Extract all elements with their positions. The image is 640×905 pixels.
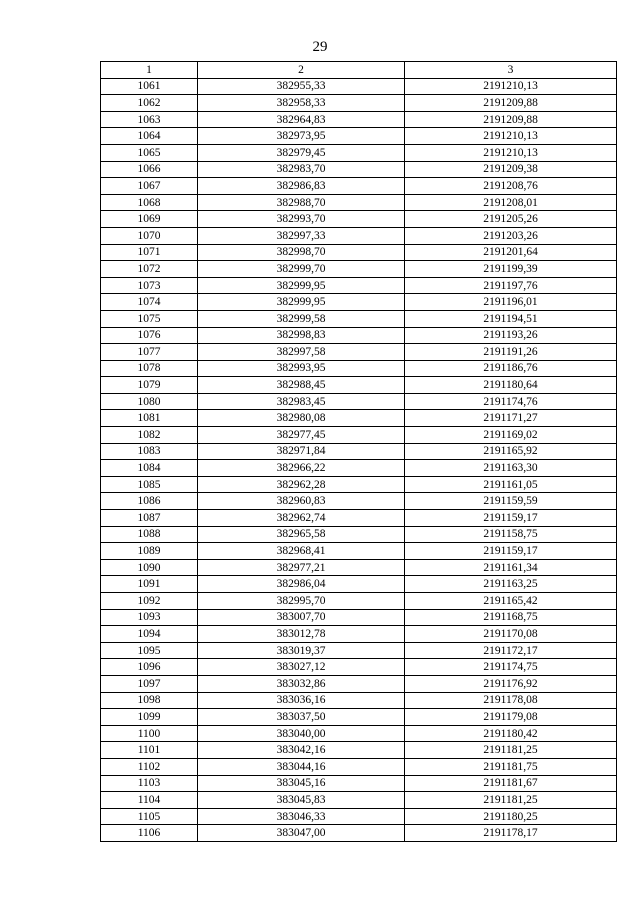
point-number-cell: 1076 [101, 327, 198, 344]
x-coordinate-cell: 383036,16 [198, 692, 405, 709]
point-number-cell: 1099 [101, 709, 198, 726]
y-coordinate-cell: 2191159,59 [405, 493, 617, 510]
table-row [101, 808, 617, 825]
point-number-cell: 1069 [101, 211, 198, 228]
table-row [101, 344, 617, 361]
point-number-cell: 1066 [101, 161, 198, 178]
x-coordinate-cell: 382998,83 [198, 327, 405, 344]
y-coordinate-cell: 2191178,08 [405, 692, 617, 709]
y-coordinate-cell: 2191197,76 [405, 277, 617, 294]
table-row [101, 642, 617, 659]
y-coordinate-cell: 2191170,08 [405, 626, 617, 643]
y-coordinate-cell: 2191210,13 [405, 128, 617, 145]
table-row [101, 593, 617, 610]
table-row [101, 161, 617, 178]
table-row [101, 526, 617, 543]
x-coordinate-cell: 382993,70 [198, 211, 405, 228]
point-number-cell: 1104 [101, 792, 198, 809]
table-row [101, 128, 617, 145]
table-row [101, 78, 617, 95]
point-number-cell: 1098 [101, 692, 198, 709]
x-coordinate-cell: 382983,45 [198, 393, 405, 410]
x-coordinate-cell: 382993,95 [198, 360, 405, 377]
point-number-cell: 1067 [101, 178, 198, 195]
table-row [101, 194, 617, 211]
point-number-cell: 1071 [101, 244, 198, 261]
table-row [101, 443, 617, 460]
table-row [101, 709, 617, 726]
table-body [101, 78, 617, 841]
point-number-cell: 1085 [101, 476, 198, 493]
y-coordinate-cell: 2191181,25 [405, 742, 617, 759]
column-header-3: 3 [405, 62, 617, 79]
x-coordinate-cell: 382983,70 [198, 161, 405, 178]
table-row [101, 95, 617, 112]
point-number-cell: 1102 [101, 758, 198, 775]
x-coordinate-cell: 382988,45 [198, 377, 405, 394]
x-coordinate-cell: 382977,21 [198, 559, 405, 576]
x-coordinate-cell: 382997,33 [198, 227, 405, 244]
table-row [101, 510, 617, 527]
x-coordinate-cell: 382966,22 [198, 460, 405, 477]
point-number-cell: 1065 [101, 144, 198, 161]
point-number-cell: 1082 [101, 427, 198, 444]
point-number-cell: 1083 [101, 443, 198, 460]
x-coordinate-cell: 382997,58 [198, 344, 405, 361]
point-number-cell: 1072 [101, 261, 198, 278]
x-coordinate-cell: 382964,83 [198, 111, 405, 128]
table-row [101, 725, 617, 742]
x-coordinate-cell: 383012,78 [198, 626, 405, 643]
table-row [101, 393, 617, 410]
point-number-cell: 1074 [101, 294, 198, 311]
point-number-cell: 1075 [101, 310, 198, 327]
y-coordinate-cell: 2191180,64 [405, 377, 617, 394]
y-coordinate-cell: 2191161,05 [405, 476, 617, 493]
point-number-cell: 1097 [101, 675, 198, 692]
table-row [101, 211, 617, 228]
x-coordinate-cell: 383045,83 [198, 792, 405, 809]
point-number-cell: 1086 [101, 493, 198, 510]
table-row [101, 427, 617, 444]
y-coordinate-cell: 2191159,17 [405, 510, 617, 527]
table-row [101, 111, 617, 128]
point-number-cell: 1078 [101, 360, 198, 377]
table-row [101, 675, 617, 692]
table-row [101, 327, 617, 344]
x-coordinate-cell: 382999,95 [198, 294, 405, 311]
point-number-cell: 1073 [101, 277, 198, 294]
table-row [101, 692, 617, 709]
y-coordinate-cell: 2191176,92 [405, 675, 617, 692]
table-row [101, 410, 617, 427]
point-number-cell: 1101 [101, 742, 198, 759]
y-coordinate-cell: 2191194,51 [405, 310, 617, 327]
x-coordinate-cell: 382960,83 [198, 493, 405, 510]
y-coordinate-cell: 2191174,75 [405, 659, 617, 676]
x-coordinate-cell: 383040,00 [198, 725, 405, 742]
y-coordinate-cell: 2191159,17 [405, 543, 617, 560]
x-coordinate-cell: 382999,58 [198, 310, 405, 327]
table-row [101, 277, 617, 294]
point-number-cell: 1064 [101, 128, 198, 145]
table-row [101, 144, 617, 161]
table-row [101, 659, 617, 676]
y-coordinate-cell: 2191199,39 [405, 261, 617, 278]
x-coordinate-cell: 382998,70 [198, 244, 405, 261]
point-number-cell: 1084 [101, 460, 198, 477]
y-coordinate-cell: 2191181,25 [405, 792, 617, 809]
x-coordinate-cell: 383037,50 [198, 709, 405, 726]
x-coordinate-cell: 382973,95 [198, 128, 405, 145]
coordinates-table [100, 61, 617, 842]
y-coordinate-cell: 2191209,88 [405, 111, 617, 128]
column-header-1: 1 [101, 62, 198, 79]
point-number-cell: 1092 [101, 593, 198, 610]
x-coordinate-cell: 383019,37 [198, 642, 405, 659]
x-coordinate-cell: 383045,16 [198, 775, 405, 792]
x-coordinate-cell: 382999,70 [198, 261, 405, 278]
y-coordinate-cell: 2191165,42 [405, 593, 617, 610]
y-coordinate-cell: 2191191,26 [405, 344, 617, 361]
y-coordinate-cell: 2191203,26 [405, 227, 617, 244]
x-coordinate-cell: 382962,74 [198, 510, 405, 527]
point-number-cell: 1081 [101, 410, 198, 427]
x-coordinate-cell: 382965,58 [198, 526, 405, 543]
y-coordinate-cell: 2191193,26 [405, 327, 617, 344]
table-row [101, 576, 617, 593]
point-number-cell: 1087 [101, 510, 198, 527]
table-row [101, 310, 617, 327]
x-coordinate-cell: 382986,04 [198, 576, 405, 593]
point-number-cell: 1091 [101, 576, 198, 593]
x-coordinate-cell: 383044,16 [198, 758, 405, 775]
point-number-cell: 1105 [101, 808, 198, 825]
y-coordinate-cell: 2191163,30 [405, 460, 617, 477]
table-row [101, 476, 617, 493]
y-coordinate-cell: 2191163,25 [405, 576, 617, 593]
point-number-cell: 1077 [101, 344, 198, 361]
x-coordinate-cell: 382977,45 [198, 427, 405, 444]
table-row [101, 825, 617, 842]
y-coordinate-cell: 2191186,76 [405, 360, 617, 377]
y-coordinate-cell: 2191209,38 [405, 161, 617, 178]
page-number: 29 [312, 39, 328, 55]
table-row [101, 460, 617, 477]
table-row [101, 742, 617, 759]
y-coordinate-cell: 2191178,17 [405, 825, 617, 842]
y-coordinate-cell: 2191210,13 [405, 78, 617, 95]
y-coordinate-cell: 2191208,76 [405, 178, 617, 195]
table-header-row [101, 62, 617, 79]
table-row [101, 227, 617, 244]
x-coordinate-cell: 383027,12 [198, 659, 405, 676]
table-row [101, 758, 617, 775]
point-number-cell: 1090 [101, 559, 198, 576]
x-coordinate-cell: 383046,33 [198, 808, 405, 825]
point-number-cell: 1079 [101, 377, 198, 394]
y-coordinate-cell: 2191172,17 [405, 642, 617, 659]
table-row [101, 294, 617, 311]
x-coordinate-cell: 383032,86 [198, 675, 405, 692]
table-row [101, 244, 617, 261]
table-row [101, 360, 617, 377]
point-number-cell: 1088 [101, 526, 198, 543]
point-number-cell: 1106 [101, 825, 198, 842]
x-coordinate-cell: 382955,33 [198, 78, 405, 95]
x-coordinate-cell: 383042,16 [198, 742, 405, 759]
point-number-cell: 1068 [101, 194, 198, 211]
y-coordinate-cell: 2191196,01 [405, 294, 617, 311]
point-number-cell: 1063 [101, 111, 198, 128]
y-coordinate-cell: 2191165,92 [405, 443, 617, 460]
point-number-cell: 1100 [101, 725, 198, 742]
y-coordinate-cell: 2191179,08 [405, 709, 617, 726]
x-coordinate-cell: 382971,84 [198, 443, 405, 460]
x-coordinate-cell: 383007,70 [198, 609, 405, 626]
point-number-cell: 1061 [101, 78, 198, 95]
table-row [101, 377, 617, 394]
y-coordinate-cell: 2191161,34 [405, 559, 617, 576]
table-row [101, 626, 617, 643]
table-row [101, 775, 617, 792]
y-coordinate-cell: 2191158,75 [405, 526, 617, 543]
y-coordinate-cell: 2191205,26 [405, 211, 617, 228]
y-coordinate-cell: 2191169,02 [405, 427, 617, 444]
x-coordinate-cell: 382988,70 [198, 194, 405, 211]
table-row [101, 261, 617, 278]
point-number-cell: 1070 [101, 227, 198, 244]
table-row [101, 559, 617, 576]
x-coordinate-cell: 382986,83 [198, 178, 405, 195]
table-row [101, 609, 617, 626]
y-coordinate-cell: 2191180,25 [405, 808, 617, 825]
y-coordinate-cell: 2191208,01 [405, 194, 617, 211]
y-coordinate-cell: 2191209,88 [405, 95, 617, 112]
y-coordinate-cell: 2191171,27 [405, 410, 617, 427]
point-number-cell: 1094 [101, 626, 198, 643]
point-number-cell: 1080 [101, 393, 198, 410]
x-coordinate-cell: 382995,70 [198, 593, 405, 610]
x-coordinate-cell: 383047,00 [198, 825, 405, 842]
x-coordinate-cell: 382958,33 [198, 95, 405, 112]
column-header-2: 2 [198, 62, 405, 79]
x-coordinate-cell: 382968,41 [198, 543, 405, 560]
point-number-cell: 1089 [101, 543, 198, 560]
table-row [101, 493, 617, 510]
y-coordinate-cell: 2191201,64 [405, 244, 617, 261]
table-row [101, 792, 617, 809]
y-coordinate-cell: 2191180,42 [405, 725, 617, 742]
point-number-cell: 1103 [101, 775, 198, 792]
y-coordinate-cell: 2191168,75 [405, 609, 617, 626]
x-coordinate-cell: 382999,95 [198, 277, 405, 294]
point-number-cell: 1062 [101, 95, 198, 112]
x-coordinate-cell: 382980,08 [198, 410, 405, 427]
y-coordinate-cell: 2191174,76 [405, 393, 617, 410]
y-coordinate-cell: 2191181,67 [405, 775, 617, 792]
point-number-cell: 1095 [101, 642, 198, 659]
y-coordinate-cell: 2191181,75 [405, 758, 617, 775]
point-number-cell: 1093 [101, 609, 198, 626]
x-coordinate-cell: 382962,28 [198, 476, 405, 493]
x-coordinate-cell: 382979,45 [198, 144, 405, 161]
y-coordinate-cell: 2191210,13 [405, 144, 617, 161]
table-row [101, 178, 617, 195]
point-number-cell: 1096 [101, 659, 198, 676]
table-row [101, 543, 617, 560]
